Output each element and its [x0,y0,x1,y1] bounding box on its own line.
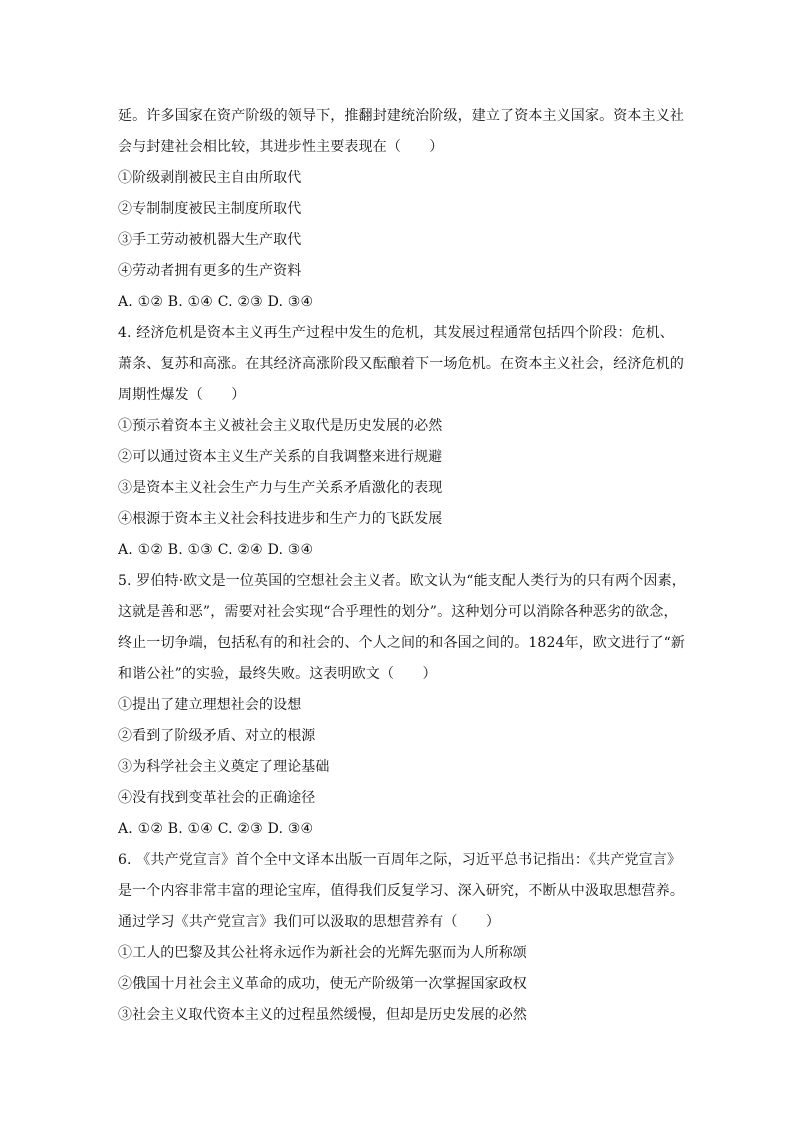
question-6-stem-line: 通过学习《共产党宣言》我们可以汲取的思想营养有（ ） [118,914,501,930]
question-4-stem-line: 4. 经济危机是资本主义再生产过程中发生的危机，其发展过程通常包括四个阶段：危机、 [118,325,674,341]
question-5-stem-line: 终止一切争端，包括私有的和社会的、个人之间的和各国之间的。1824年，欧文进行了“新 [118,635,686,651]
question-3-statement-1: ①阶级剥削被民主自由所取代 [118,170,302,186]
question-4-choices: A. ①② B. ①③ C. ②④ D. ③④ [118,542,314,558]
question-5-stem-line: 和谐公社”的实验，最终失败。这表明欧文（ ） [118,666,437,682]
question-6 [118,845,686,1031]
question-6-statement-3: ③社会主义取代资本主义的过程虽然缓慢，但却是历史发展的必然 [118,1007,527,1023]
question-3 [118,101,686,318]
question-4-statement-3: ③是资本主义社会生产力与生产关系矛盾激化的表现 [118,480,443,496]
question-3-statement-2: ②专制制度被民主制度所取代 [118,201,302,217]
question-4-statement-1: ①预示着资本主义被社会主义取代是历史发展的必然 [118,418,443,434]
question-3-stem-line: 会与封建社会相比较，其进步性主要表现在（ ） [118,139,444,155]
question-6-stem-line: 6. 《共产党宣言》首个全中文译本出版一百周年之际，习近平总书记指出：《共产党宣言》 [118,852,682,868]
document-content [118,101,686,1031]
question-6-statement-2: ②俄国十月社会主义革命的成功，使无产阶级第一次掌握国家政权 [118,976,527,992]
question-5-stem-line: 这就是善和恶”，需要对社会实现“合乎理性的划分”。这种划分可以消除各种恶劣的欲念， [118,604,678,620]
question-5-statement-1: ①提出了建立理想社会的设想 [118,697,302,713]
question-5-statement-4: ④没有找到变革社会的正确途径 [118,790,316,806]
question-4-stem-line: 周期性爆发（ ） [118,387,246,403]
question-4 [118,318,686,566]
question-6-stem-line: 是一个内容非常丰富的理论宝库，值得我们反复学习、深入研究，不断从中汲取思想营养。 [118,883,684,899]
question-4-statement-4: ④根源于资本主义社会科技进步和生产力的飞跃发展 [118,511,443,527]
question-6-statement-1: ①工人的巴黎及其公社将永远作为新社会的光辉先驱而为人所称颂 [118,945,527,961]
question-5-choices: A. ①② B. ①④ C. ②③ D. ③④ [118,821,314,837]
question-5-statement-2: ②看到了阶级矛盾、对立的根源 [118,728,316,744]
question-5-stem-line: 5. 罗伯特·欧文是一位英国的空想社会主义者。欧文认为“能支配人类行为的只有两个因素， [118,573,686,589]
question-5-statement-3: ③为科学社会主义奠定了理论基础 [118,759,330,775]
question-4-statement-2: ②可以通过资本主义生产关系的自我调整来进行规避 [118,449,443,465]
question-3-choices: A. ①② B. ①④ C. ②③ D. ③④ [118,294,314,310]
question-5 [118,566,686,845]
question-3-statement-3: ③手工劳动被机器大生产取代 [118,232,302,248]
question-3-stem-line: 延。许多国家在资产阶级的领导下，推翻封建统治阶级，建立了资本主义国家。资本主义社 [118,108,684,124]
question-4-stem-line: 萧条、复苏和高涨。在其经济高涨阶段又酝酿着下一场危机。在资本主义社会，经济危机的 [118,356,684,372]
question-3-statement-4: ④劳动者拥有更多的生产资料 [118,263,302,279]
